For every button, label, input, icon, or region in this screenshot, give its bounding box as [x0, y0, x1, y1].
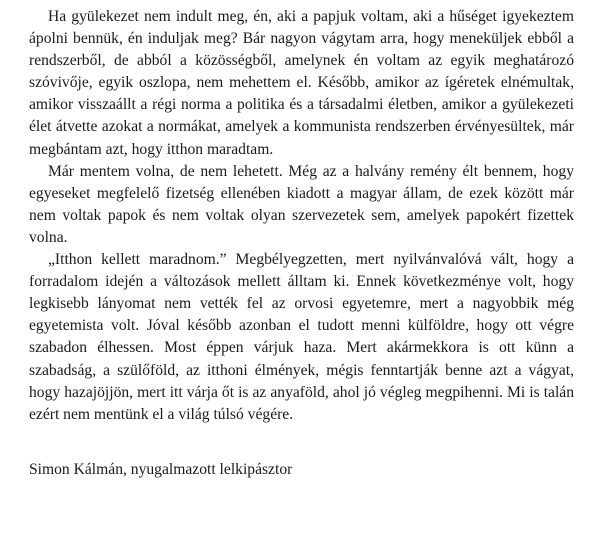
author-signature: Simon Kálmán, nyugalmazott lelkipásztor [29, 460, 293, 478]
document-page [29, 6, 574, 481]
paragraph-3: „Itthon kellett maradnom.” Megbélyegzetten, mert nyilvánvalóvá vált, hogy a forradalom idején a változások mellett álltam ki. Ennek következménye volt, hogy legkisebb lányomat nem vették fel az orvosi egyetemre, mert a nagyobbik még egyetemista volt. Jóval később azonban el tudott menni külföldre, hogy ott végre szabadon élhessen. Most éppen várjuk haza. Mert akármekkora is ott künn a szabadság, a szülőföld, az itthoni élmények, mégis fenntartják benne azt a vágyat, hogy hazajöjjön, mert itt várja őt is az anyaföld, ahol jó végleg megpihenni. Mi is talán ezért nem mentünk el a világ túlsó végére. [29, 251, 574, 423]
paragraph-2: Már mentem volna, de nem lehetett. Még az a halvány remény élt bennem, hogy egyeseket megfelelő fizetség ellenében kiadott a magyar állam, de ezek között már nem voltak papok és nem voltak olyan szervezetek sem, amelyek papokért fizettek volna. [29, 162, 574, 246]
paragraph-1: Ha gyülekezet nem indult meg, én, aki a papjuk voltam, aki a hűséget igyekeztem ápolni bennük, én induljak meg? Bár nagyon vágytam arra, hogy meneküljek ebből a rendszerből, de abból a közösségből, amelynek én voltam az egyik meghatározó szóvivője, egyik oszlopa, nem mehettem el. Később, amikor az ígéretek elnémultak, amikor visszaállt a régi norma a politika és a társadalmi életben, amikor a gyülekezeti élet átvette azokat a normákat, amelyek a kommunista rendszerben érvényesültek, már megbántam azt, hogy itthon maradtam. [29, 8, 574, 158]
